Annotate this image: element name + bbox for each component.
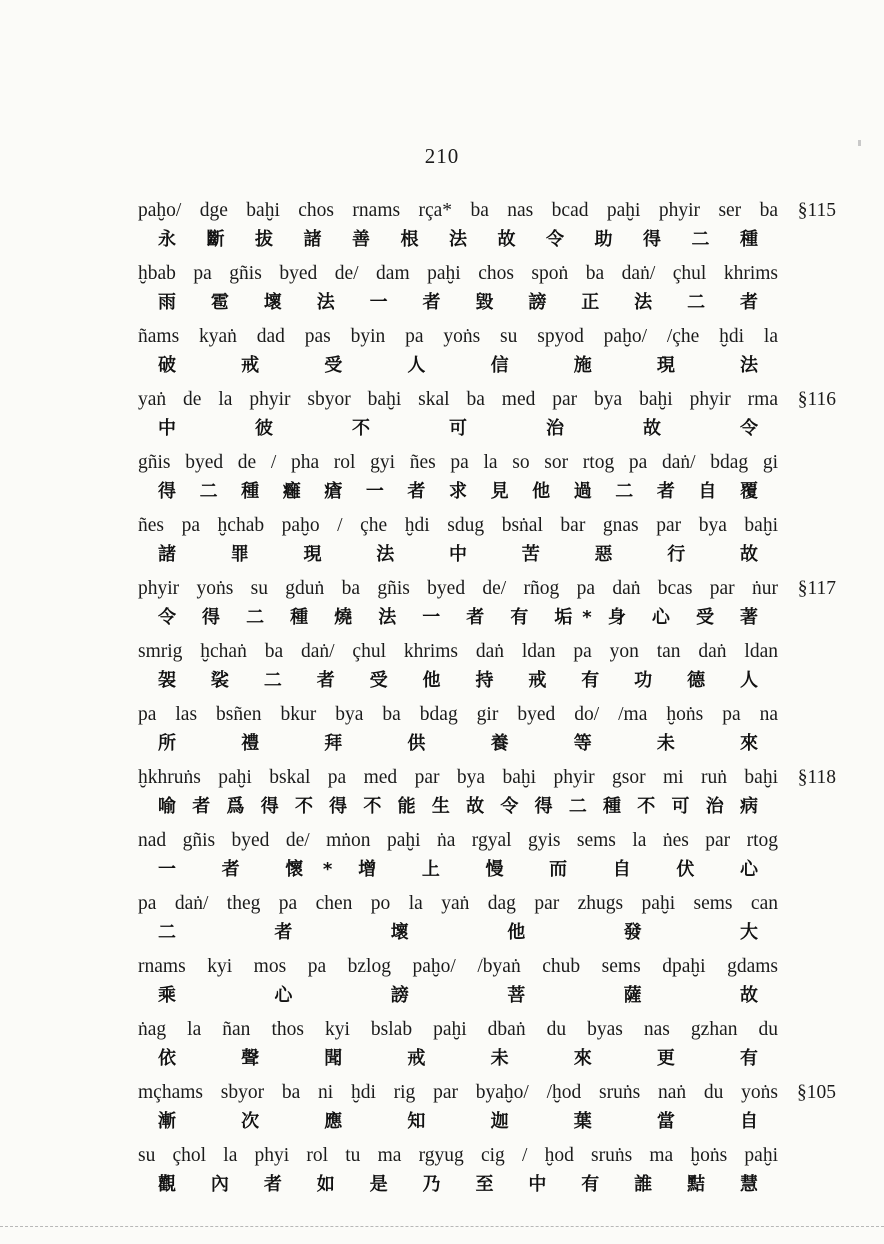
chinese-line: 得 二 種 癰 瘡 一 者 求 見 他 過 二 者 自 覆 [158, 481, 758, 502]
tibetan-line: ñes pa ḫchab paḫo / çhe ḫdi sdug bsṅal bar gnas par bya baḫi [138, 515, 778, 536]
chinese-line: 永 斷 拔 諸 善 根 法 故 令 助 得 二 種 [158, 229, 758, 250]
line-pair [138, 1078, 836, 1141]
tibetan-line: ḫkhruṅs paḫi bskal pa med par bya baḫi phyir gsor mi ruṅ baḫi [138, 767, 778, 788]
tibetan-line: pa las bsñen bkur bya ba bdag gir byed do/ /ma ḫoṅs pa na [138, 704, 778, 725]
line-pair [138, 385, 836, 448]
chinese-line: 令 得 二 種 燒 法 一 者 有 垢* 身 心 受 著 [158, 607, 758, 628]
section-reference: §115 [797, 200, 836, 221]
line-pair [138, 574, 836, 637]
line-pair [138, 511, 778, 574]
tibetan-line: ñams kyaṅ dad pas byin pa yoṅs su spyod paḫo/ /çhe ḫdi la [138, 326, 778, 347]
line-pair [138, 952, 778, 1015]
chinese-line: 袈 裟 二 者 受 他 持 戒 有 功 德 人 [158, 670, 758, 691]
tibetan-line: ḫbab pa gñis byed de/ dam paḫi chos spoṅ ba daṅ/ çhul khrims [138, 263, 778, 284]
chinese-line: 所 禮 拜 供 養 等 未 來 [158, 733, 758, 754]
chinese-line: 觀 內 者 如 是 乃 至 中 有 誰 黠 慧 [158, 1174, 758, 1195]
section-reference: §118 [797, 767, 836, 788]
line-pair [138, 826, 778, 889]
line-pair [138, 700, 778, 763]
line-pair [138, 1141, 778, 1204]
section-reference: §117 [797, 578, 836, 599]
chinese-line: 破 戒 受 人 信 施 現 法 [158, 355, 758, 376]
line-pair [138, 889, 778, 952]
tibetan-line: paḫo/ dge baḫi chos rnams rça* ba nas bcad paḫi phyir ser ba [138, 200, 778, 221]
tibetan-line: phyir yoṅs su gduṅ ba gñis byed de/ rñog pa daṅ bcas par ṅur [138, 578, 778, 599]
section-reference: §116 [797, 389, 836, 410]
line-pair [138, 196, 836, 259]
tibetan-line: su çhol la phyi rol tu ma rgyug cig / ḫod sruṅs ma ḫoṅs paḫi [138, 1145, 778, 1166]
tibetan-line: rnams kyi mos pa bzlog paḫo/ /byaṅ chub sems dpaḫi gdams [138, 956, 778, 977]
section-reference: §105 [797, 1082, 836, 1103]
line-pair [138, 637, 778, 700]
chinese-line: 諸 罪 現 法 中 苦 惡 行 故 [158, 544, 758, 565]
chinese-line: 漸 次 應 知 迦 葉 當 自 [158, 1111, 758, 1132]
line-pair [138, 448, 778, 511]
tibetan-line: mçhams sbyor ba ni ḫdi rig par byaḫo/ /ḫod sruṅs naṅ du yoṅs [138, 1082, 778, 1103]
line-pair [138, 1015, 778, 1078]
chinese-line: 喻 者 爲 得 不 得 不 能 生 故 令 得 二 種 不 可 治 病 [158, 796, 758, 817]
tibetan-line: pa daṅ/ theg pa chen po la yaṅ dag par zhugs paḫi sems can [138, 893, 778, 914]
line-pair [138, 763, 836, 826]
line-pair [138, 322, 778, 385]
chinese-line: 依 聲 聞 戒 未 來 更 有 [158, 1048, 758, 1069]
chinese-line: 二 者 壞 他 發 大 [158, 922, 758, 943]
tibetan-line: nad gñis byed de/ mṅon paḫi ṅa rgyal gyis sems la ṅes par rtog [138, 830, 778, 851]
scan-speck [858, 140, 861, 146]
page-number: 210 [424, 144, 460, 168]
chinese-line: 一 者 懷* 增 上 慢 而 自 伏 心 [158, 859, 758, 880]
tibetan-line: smrig ḫchaṅ ba daṅ/ çhul khrims daṅ ldan pa yon tan daṅ ldan [138, 641, 778, 662]
chinese-line: 雨 雹 壞 法 一 者 毀 謗 正 法 二 者 [158, 292, 758, 313]
bottom-rule [0, 1226, 884, 1227]
line-pair [138, 259, 778, 322]
chinese-line: 乘 心 謗 菩 薩 故 [158, 985, 758, 1006]
tibetan-line: ṅag la ñan thos kyi bslab paḫi dbaṅ du byas nas gzhan du [138, 1019, 778, 1040]
tibetan-line: gñis byed de / pha rol gyi ñes pa la so sor rtog pa daṅ/ bdag gi [138, 452, 778, 473]
chinese-line: 中 彼 不 可 治 故 令 [158, 418, 758, 439]
tibetan-line: yaṅ de la phyir sbyor baḫi skal ba med par bya baḫi phyir rma [138, 389, 778, 410]
text-block [138, 196, 836, 1204]
